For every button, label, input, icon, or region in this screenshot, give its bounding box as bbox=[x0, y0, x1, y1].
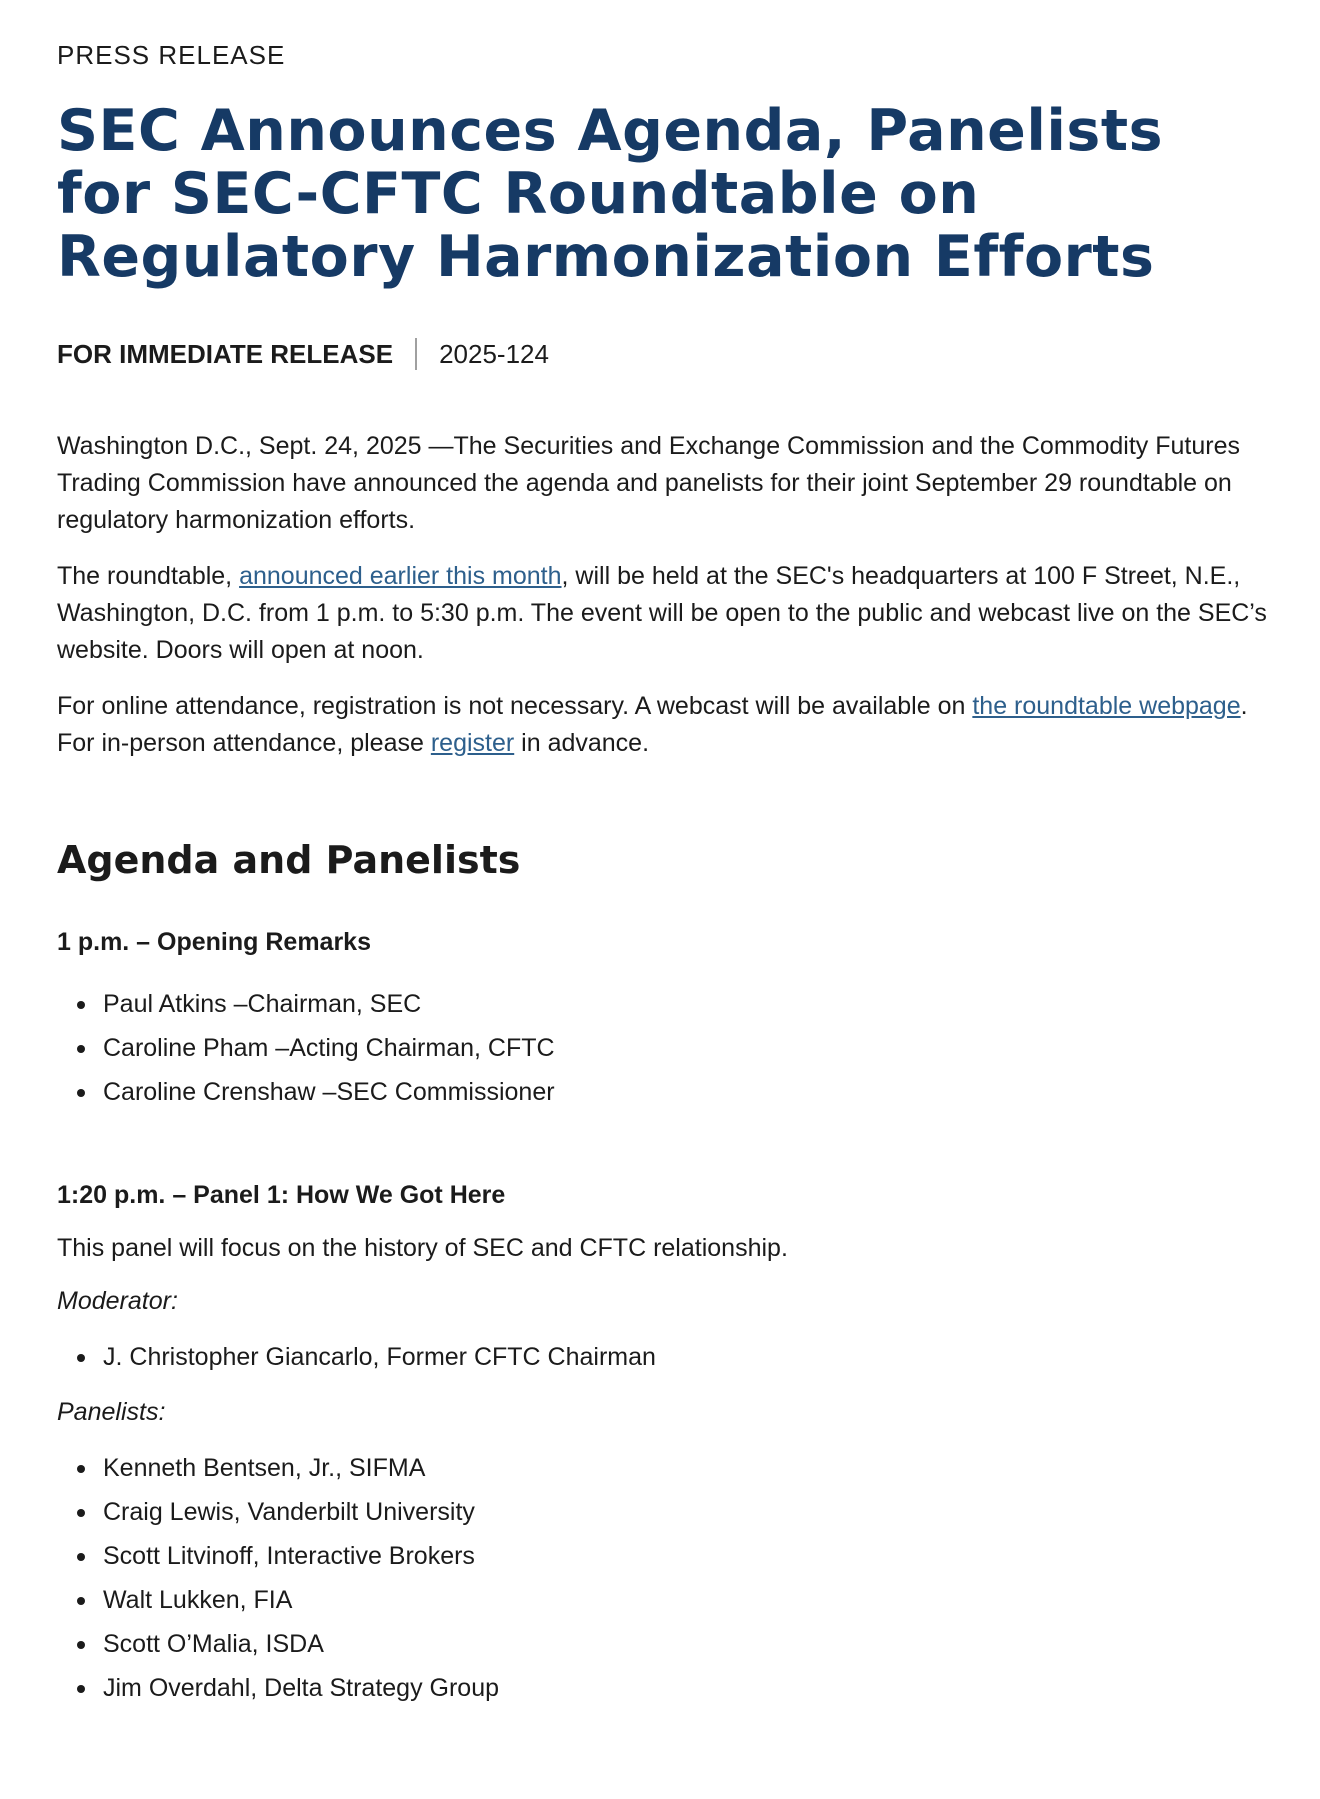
release-status: FOR IMMEDIATE RELEASE bbox=[57, 338, 394, 369]
list-item: Kenneth Bentsen, Jr., SIFMA bbox=[103, 1446, 1257, 1490]
location-paragraph bbox=[57, 558, 1267, 669]
location-text-start: The roundtable, bbox=[57, 562, 240, 590]
panelists-label: Panelists: bbox=[57, 1398, 166, 1426]
attendance-paragraph bbox=[57, 688, 1267, 762]
roundtable-webpage-link[interactable]: the roundtable webpage bbox=[972, 692, 1241, 720]
panel-1-time: 1:20 p.m. – Panel 1: How We Got Here bbox=[57, 1181, 506, 1209]
release-divider bbox=[415, 338, 417, 370]
panel-1-description: This panel will focus on the history of SEC and CFTC relationship. bbox=[57, 1234, 788, 1262]
list-item: Paul Atkins –Chairman, SEC bbox=[103, 982, 1257, 1026]
press-release-label: PRESS RELEASE bbox=[57, 40, 286, 70]
panelists-list bbox=[57, 1446, 1257, 1710]
attendance-text-end: in advance. bbox=[514, 729, 650, 757]
opening-remarks-section bbox=[57, 928, 1257, 1114]
announcement-link[interactable]: announced earlier this month bbox=[239, 562, 562, 590]
list-item: Jim Overdahl, Delta Strategy Group bbox=[103, 1666, 1257, 1710]
list-item: Scott Litvinoff, Interactive Brokers bbox=[103, 1534, 1257, 1578]
register-link[interactable]: register bbox=[430, 729, 515, 757]
opening-speakers-list bbox=[57, 982, 1257, 1114]
list-item: J. Christopher Giancarlo, Former CFTC Chairman bbox=[103, 1335, 1257, 1379]
list-item: Caroline Crenshaw –SEC Commissioner bbox=[103, 1070, 1257, 1114]
intro-paragraph: Washington D.C., Sept. 24, 2025 —The Securities and Exchange Commission and the Commodity Futures Trading Commission have announced the agenda and panelists for their joint September 29 roundtable on regulatory harmonization efforts. bbox=[57, 432, 1240, 534]
list-item: Caroline Pham –Acting Chairman, CFTC bbox=[103, 1026, 1257, 1070]
agenda-heading: Agenda and Panelists bbox=[57, 838, 521, 882]
attendance-text-start: For online attendance, registration is not necessary. A webcast will be available on bbox=[57, 692, 973, 720]
page-title: SEC Announces Agenda, Panelists for SEC-CFTC Roundtable on Regulatory Harmonization Efforts bbox=[57, 98, 1164, 290]
opening-remarks-time: 1 p.m. – Opening Remarks bbox=[57, 928, 371, 956]
panel-1-section bbox=[57, 1181, 1257, 1710]
list-item: Walt Lukken, FIA bbox=[103, 1578, 1257, 1622]
release-info bbox=[57, 338, 549, 370]
attendance-text-middle: . For in-person attendance, please bbox=[57, 692, 1248, 757]
release-number: 2025-124 bbox=[439, 338, 549, 369]
list-item: Scott O’Malia, ISDA bbox=[103, 1622, 1257, 1666]
location-text-end: , will be held at the SEC's headquarters at 100 F Street, N.E., Washington, D.C. from 1 p.m. to 5:30 p.m. The event will be open to the public and webcast live on the SEC’s website. Doors will open at noon. bbox=[57, 562, 1267, 664]
list-item: Craig Lewis, Vanderbilt University bbox=[103, 1490, 1257, 1534]
article-body bbox=[57, 428, 1267, 781]
moderator-list bbox=[57, 1335, 1257, 1379]
moderator-label: Moderator: bbox=[57, 1287, 178, 1315]
